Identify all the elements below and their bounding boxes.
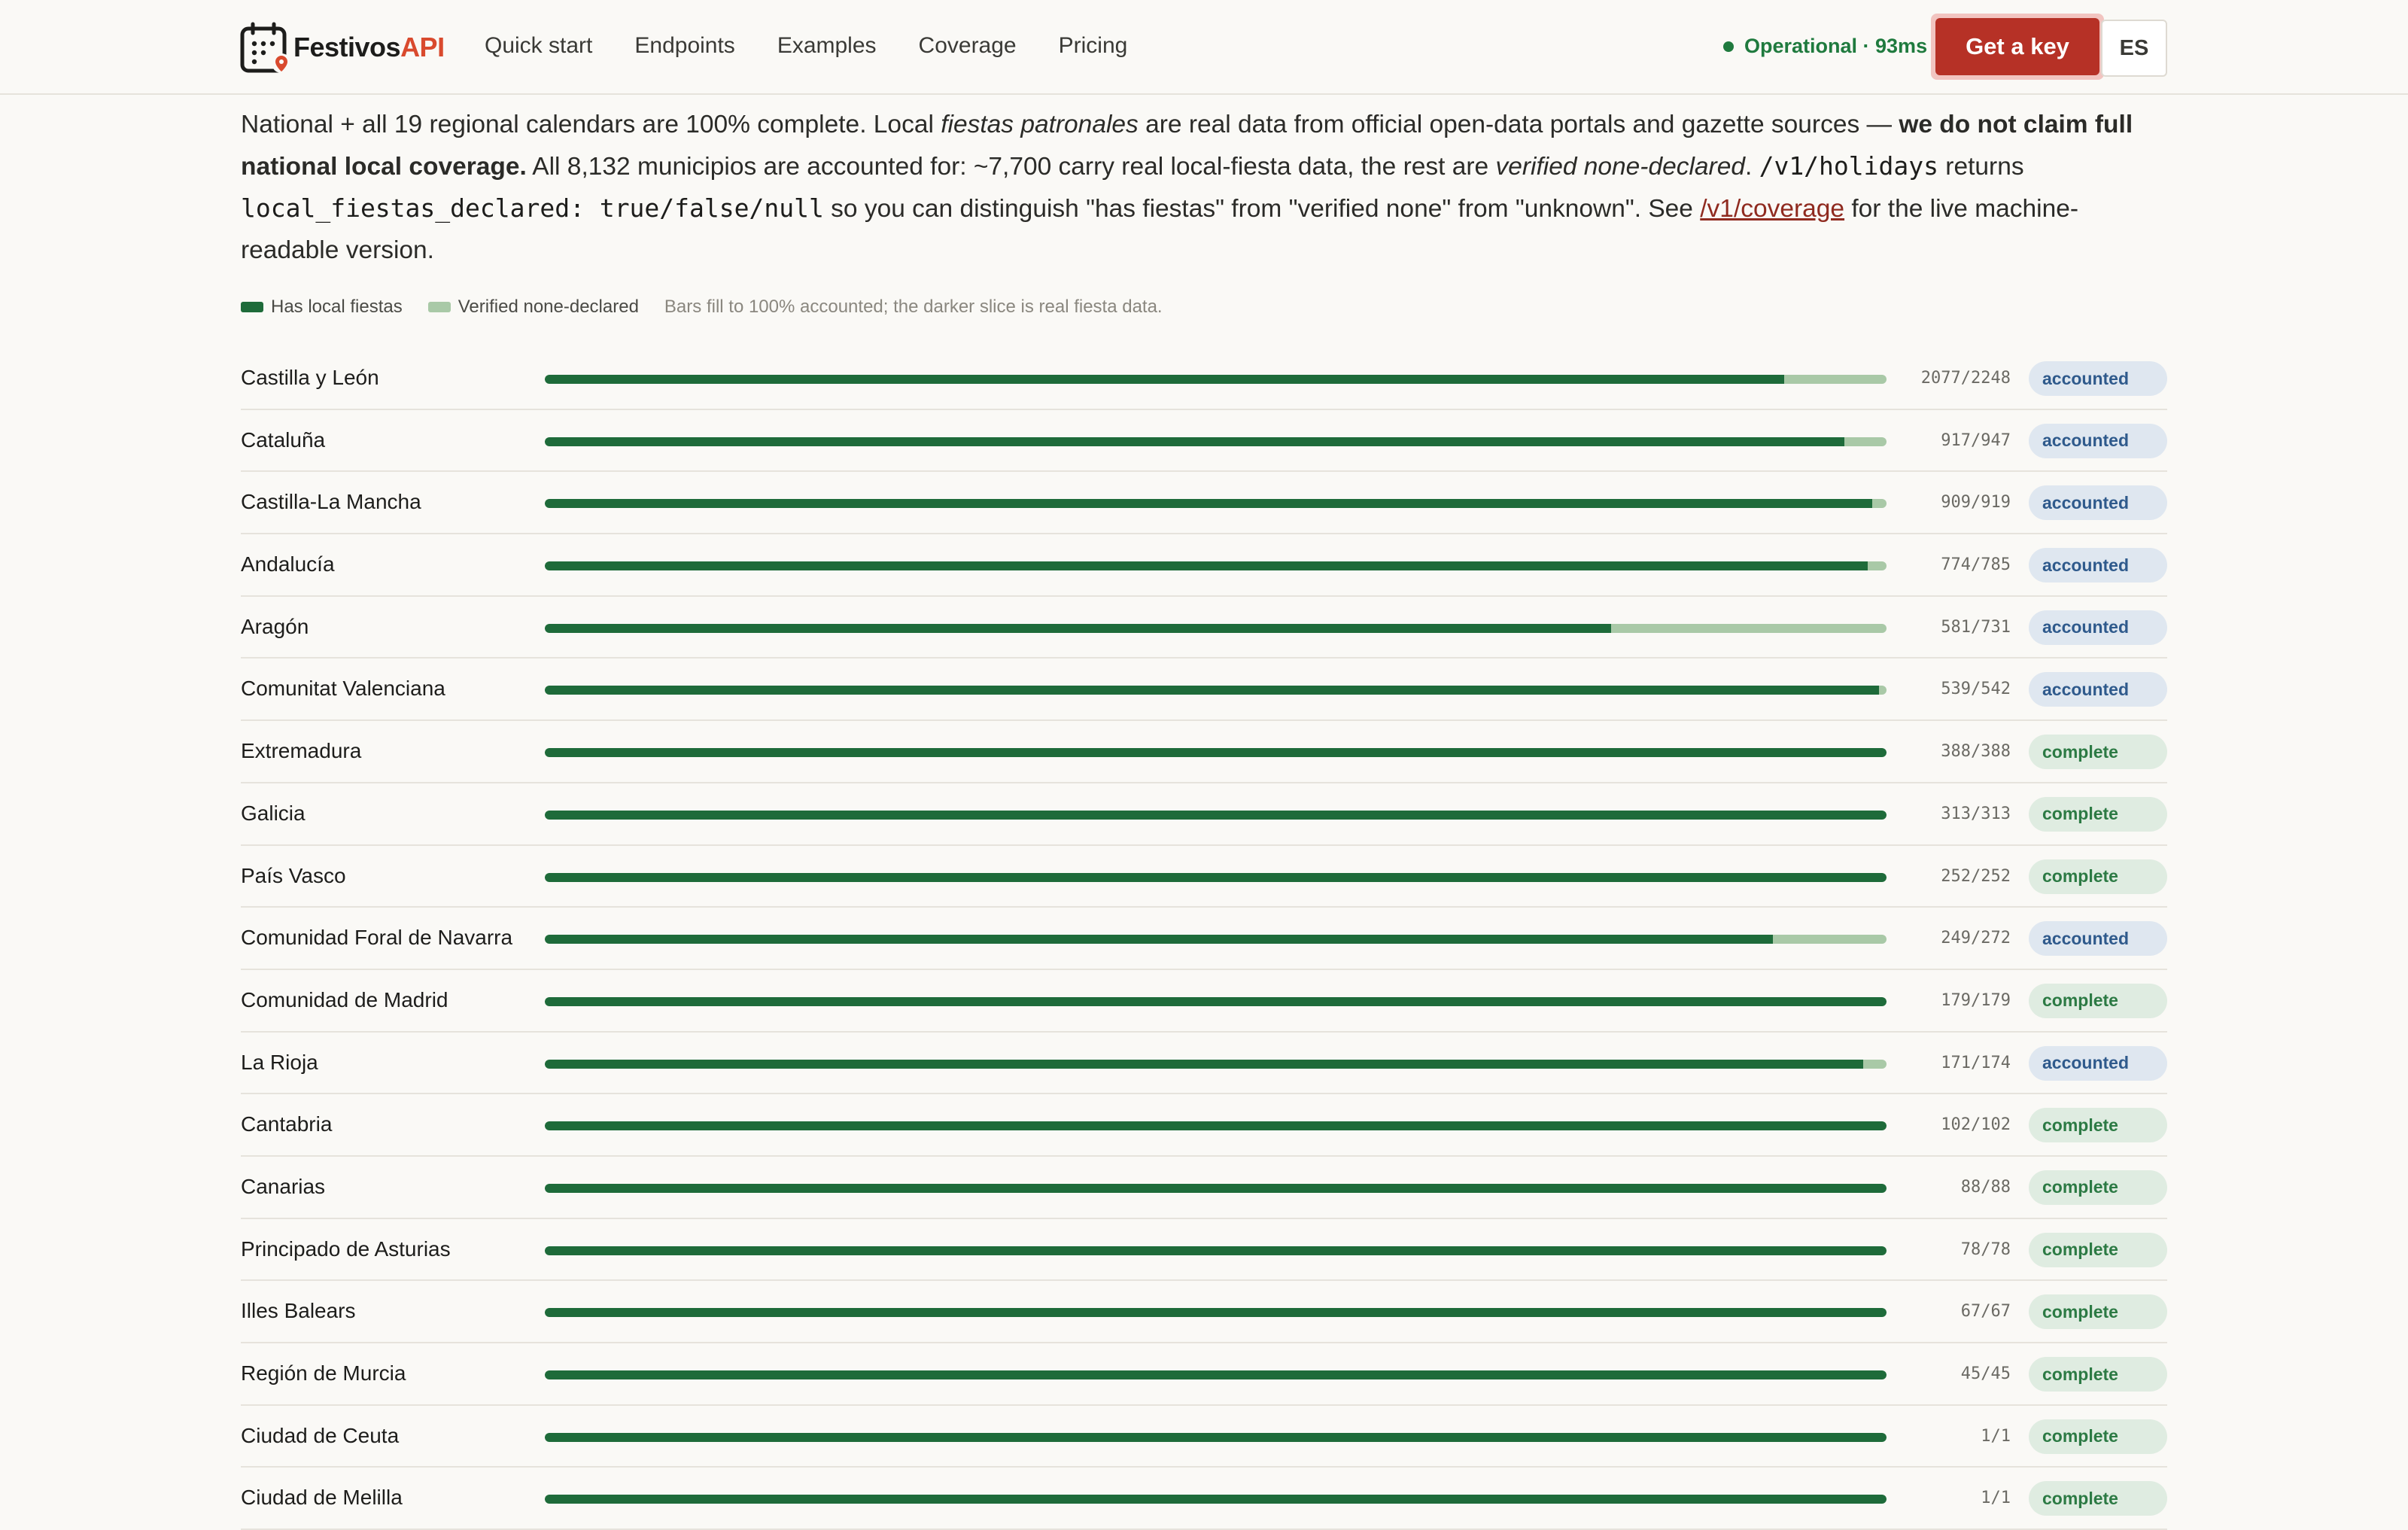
intro-text: for the live machine-readable version. — [241, 195, 2079, 264]
region-row — [241, 472, 2167, 534]
coverage-bar-fill — [545, 561, 1868, 570]
region-count: 67/67 — [1960, 1302, 2011, 1322]
legend — [241, 297, 1163, 318]
coverage-bar — [545, 437, 1887, 446]
status-badge: complete — [2029, 1357, 2167, 1392]
status-badge: complete — [2029, 1170, 2167, 1205]
status-badge: complete — [2029, 1419, 2167, 1454]
coverage-bar-fill — [545, 873, 1887, 882]
region-count: 388/388 — [1941, 742, 2011, 762]
region-row — [241, 1033, 2167, 1095]
coverage-bar — [545, 997, 1887, 1006]
region-count: 539/542 — [1941, 680, 2011, 699]
coverage-bar — [545, 561, 1887, 570]
region-row — [241, 1157, 2167, 1219]
region-row — [241, 846, 2167, 908]
coverage-bar — [545, 873, 1887, 882]
nav-quick-start[interactable]: Quick start — [485, 33, 593, 58]
coverage-bar-fill — [545, 1433, 1887, 1442]
coverage-bar-fill — [545, 499, 1872, 508]
region-count: 249/272 — [1941, 929, 2011, 948]
region-row — [241, 348, 2167, 410]
intro-emphasis: verified none-declared — [1495, 153, 1745, 181]
region-name: Cantabria — [241, 1112, 333, 1136]
region-name: La Rioja — [241, 1050, 318, 1074]
legend-label: Verified none-declared — [458, 297, 639, 317]
status-text: Operational · 93ms — [1744, 35, 1928, 57]
intro-text: National + all 19 regional calendars are 100% complete. Local — [241, 111, 941, 138]
region-name: Canarias — [241, 1174, 326, 1198]
calendar-pin-icon — [239, 21, 292, 74]
status-badge: accounted — [2029, 361, 2167, 396]
intro-text: . — [1744, 153, 1759, 181]
coverage-bar — [545, 748, 1887, 757]
legend-none-declared — [428, 297, 639, 318]
nav-pricing[interactable]: Pricing — [1058, 33, 1128, 58]
region-coverage-list — [241, 348, 2167, 1530]
fiestas-declared-code: local_fiestas_declared: true/false/null — [241, 193, 824, 223]
status-dot-icon — [1723, 41, 1734, 52]
region-name: Galicia — [241, 801, 306, 825]
holidays-endpoint-code: /v1/holidays — [1759, 151, 1938, 181]
region-name: Illes Balears — [241, 1299, 356, 1323]
region-count: 1/1 — [1981, 1426, 2011, 1446]
coverage-bar — [545, 1121, 1887, 1130]
intro-text: returns — [1938, 153, 2024, 181]
region-row — [241, 1219, 2167, 1282]
coverage-bar-fill — [545, 1370, 1887, 1379]
legend-swatch-light — [428, 302, 451, 312]
region-count: 252/252 — [1941, 866, 2011, 886]
intro-strong: we do not claim full national local coverage. — [241, 111, 2133, 181]
region-row — [241, 410, 2167, 473]
coverage-bar — [545, 1370, 1887, 1379]
coverage-bar — [545, 1246, 1887, 1255]
nav-examples[interactable]: Examples — [777, 33, 877, 58]
coverage-bar-fill — [545, 1184, 1887, 1193]
coverage-bar-fill — [545, 624, 1611, 633]
region-count: 917/947 — [1941, 430, 2011, 450]
region-name: Ciudad de Ceuta — [241, 1423, 400, 1447]
coverage-bar — [545, 935, 1887, 944]
coverage-bar — [545, 1308, 1887, 1317]
coverage-link[interactable]: /v1/coverage — [1700, 195, 1845, 223]
legend-has-fiestas — [241, 297, 403, 318]
coverage-bar — [545, 1433, 1887, 1442]
region-count: 78/78 — [1960, 1240, 2011, 1259]
get-key-button[interactable]: Get a key — [1935, 18, 2099, 75]
coverage-bar — [545, 1060, 1887, 1069]
language-switch[interactable]: ES — [2101, 20, 2167, 77]
region-name: Castilla-La Mancha — [241, 490, 421, 514]
coverage-bar-fill — [545, 375, 1784, 384]
coverage-bar-fill — [545, 686, 1879, 695]
region-count: 909/919 — [1941, 493, 2011, 513]
status-badge: complete — [2029, 859, 2167, 894]
coverage-bar — [545, 811, 1887, 820]
region-count: 179/179 — [1941, 990, 2011, 1010]
status-badge: complete — [2029, 735, 2167, 769]
coverage-bar-fill — [545, 1495, 1887, 1504]
region-row — [241, 1281, 2167, 1343]
region-name: Comunitat Valenciana — [241, 677, 445, 701]
status-badge: accounted — [2029, 424, 2167, 458]
coverage-intro — [241, 104, 2175, 271]
region-row — [241, 534, 2167, 597]
region-name: País Vasco — [241, 863, 346, 887]
status-badge: accounted — [2029, 610, 2167, 645]
main-nav — [485, 33, 1127, 59]
region-name: Región de Murcia — [241, 1361, 406, 1385]
region-name: Principado de Asturias — [241, 1236, 451, 1261]
coverage-bar-fill — [545, 811, 1887, 820]
region-count: 102/102 — [1941, 1115, 2011, 1135]
nav-coverage[interactable]: Coverage — [918, 33, 1017, 58]
status-badge: complete — [2029, 1481, 2167, 1516]
coverage-bar-fill — [545, 1121, 1887, 1130]
coverage-bar-fill — [545, 935, 1773, 944]
region-name: Extremadura — [241, 739, 362, 763]
get-key-focus-ring — [1931, 14, 2104, 80]
coverage-bar-fill — [545, 748, 1887, 757]
region-row — [241, 659, 2167, 721]
region-row — [241, 1343, 2167, 1406]
coverage-bar — [545, 1495, 1887, 1504]
coverage-bar — [545, 499, 1887, 508]
region-count: 1/1 — [1981, 1489, 2011, 1508]
status-badge: accounted — [2029, 921, 2167, 956]
status-badge: accounted — [2029, 672, 2167, 707]
region-name: Comunidad de Madrid — [241, 987, 448, 1011]
region-name: Ciudad de Melilla — [241, 1486, 403, 1510]
top-nav-bar — [0, 0, 2408, 95]
nav-endpoints[interactable]: Endpoints — [634, 33, 735, 58]
legend-note: Bars fill to 100% accounted; the darker slice is real fiesta data. — [664, 297, 1163, 317]
region-name: Andalucía — [241, 552, 335, 576]
region-name: Cataluña — [241, 427, 326, 452]
logo-text: FestivosAPI — [293, 32, 445, 62]
intro-text: are real data from official open-data portals and gazette sources — — [1138, 111, 1899, 138]
coverage-bar — [545, 686, 1887, 695]
legend-swatch-dark — [241, 302, 263, 312]
region-count: 45/45 — [1960, 1364, 2011, 1383]
status-badge: complete — [2029, 1294, 2167, 1329]
intro-emphasis: fiestas patronales — [941, 111, 1139, 138]
region-name: Comunidad Foral de Navarra — [241, 926, 513, 950]
region-row — [241, 1406, 2167, 1468]
region-name: Castilla y León — [241, 366, 379, 389]
region-count: 313/313 — [1941, 804, 2011, 823]
region-count: 774/785 — [1941, 555, 2011, 575]
region-row — [241, 908, 2167, 970]
region-row — [241, 597, 2167, 659]
region-count: 581/731 — [1941, 617, 2011, 637]
status-badge: accounted — [2029, 1046, 2167, 1081]
status-badge: complete — [2029, 984, 2167, 1018]
legend-label: Has local fiestas — [271, 297, 403, 317]
region-row — [241, 783, 2167, 846]
coverage-bar-fill — [545, 997, 1887, 1006]
status-badge: complete — [2029, 1108, 2167, 1142]
region-row — [241, 721, 2167, 783]
coverage-bar-fill — [545, 1246, 1887, 1255]
region-row — [241, 1094, 2167, 1157]
intro-text: so you can distinguish "has fiestas" from "verified none" from "unknown". See — [823, 195, 1701, 223]
status-badge: complete — [2029, 797, 2167, 832]
status-badge: complete — [2029, 1233, 2167, 1267]
region-row — [241, 970, 2167, 1033]
coverage-bar-fill — [545, 1308, 1887, 1317]
status-badge: accounted — [2029, 548, 2167, 582]
region-row — [241, 1468, 2167, 1530]
region-count: 88/88 — [1960, 1177, 2011, 1197]
logo[interactable] — [239, 21, 445, 74]
intro-text: All 8,132 municipios are accounted for: ~7,700 carry real local-fiesta data, the rest are — [526, 153, 1496, 181]
region-count: 2077/2248 — [1920, 369, 2011, 388]
api-status[interactable] — [1723, 35, 1927, 58]
coverage-bar — [545, 1184, 1887, 1193]
region-count: 171/174 — [1941, 1053, 2011, 1072]
region-name: Aragón — [241, 614, 309, 638]
coverage-bar — [545, 375, 1887, 384]
coverage-bar-fill — [545, 1060, 1863, 1069]
coverage-bar — [545, 624, 1887, 633]
status-badge: accounted — [2029, 485, 2167, 520]
coverage-bar-fill — [545, 437, 1844, 446]
